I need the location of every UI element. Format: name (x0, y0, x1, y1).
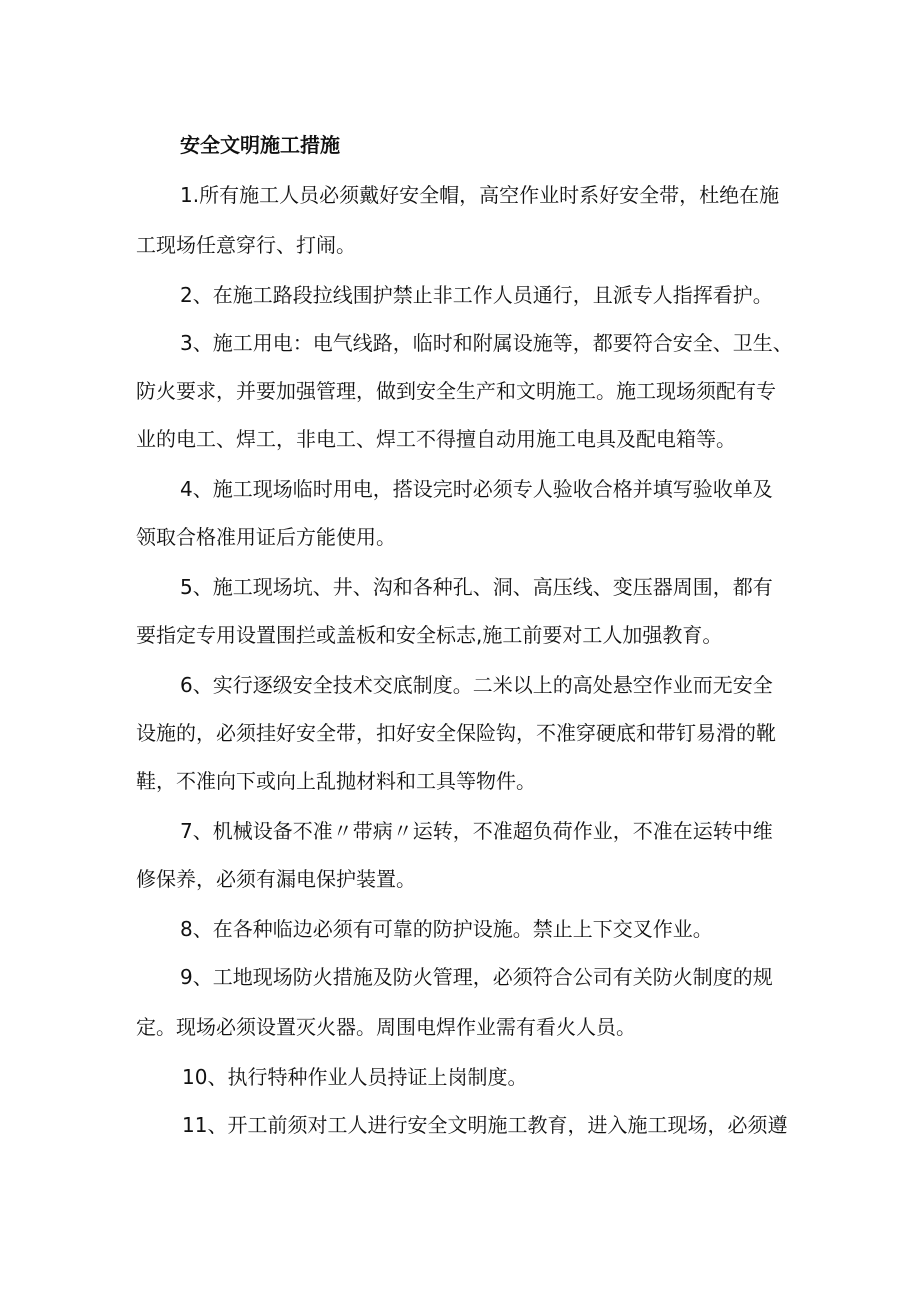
paragraph-10-line-1: 10、执行特种作业人员持证上岗制度。 (182, 1065, 528, 1089)
paragraph-1-line-1: 1.所有施工人员必须戴好安全帽，高空作业时系好安全带，杜绝在施 (180, 183, 780, 207)
paragraph-6-line-3: 鞋，不准向下或向上乱抛材料和工具等物件。 (136, 769, 536, 793)
paragraph-7-line-1: 7、机械设备不准〃带病〃运转，不准超负荷作业，不准在运转中维 (180, 819, 773, 843)
paragraph-11-line-1: 11、开工前须对工人进行安全文明施工教育，进入施工现场，必须遵 (182, 1113, 788, 1137)
paragraph-3-line-3: 业的电工、焊工，非电工、焊工不得擅自动用施工电具及配电箱等。 (136, 427, 736, 451)
paragraph-1-line-2: 工现场任意穿行、打闹。 (136, 233, 356, 257)
paragraph-2-line-1: 2、在施工路段拉线围护禁止非工作人员通行，且派专人指挥看护。 (180, 283, 773, 307)
paragraph-6-line-2: 设施的，必须挂好安全带，扣好安全保险钩，不准穿硬底和带钉易滑的靴 (136, 721, 776, 745)
paragraph-5-line-1: 5、施工现场坑、井、沟和各种孔、洞、高压线、变压器周围，都有 (180, 575, 773, 599)
paragraph-8-line-1: 8、在各种临边必须有可靠的防护设施。禁止上下交叉作业。 (180, 917, 713, 941)
paragraph-9-line-1: 9、工地现场防火措施及防火管理，必须符合公司有关防火制度的规 (180, 965, 773, 989)
paragraph-4-line-1: 4、施工现场临时用电，搭设完时必须专人验收合格并填写验收单及 (180, 477, 773, 501)
paragraph-5-line-2: 要指定专用设置围拦或盖板和安全标志,施工前要对工人加强教育。 (136, 623, 723, 647)
paragraph-7-line-2: 修保养，必须有漏电保护装置。 (136, 867, 416, 891)
paragraph-6-line-1: 6、实行逐级安全技术交底制度。二米以上的高处悬空作业而无安全 (180, 673, 773, 697)
paragraph-4-line-2: 领取合格准用证后方能使用。 (136, 525, 396, 549)
paragraph-3-line-1: 3、施工用电：电气线路，临时和附属设施等，都要符合安全、卫生、 (180, 331, 793, 355)
paragraph-3-line-2: 防火要求，并要加强管理，做到安全生产和文明施工。施工现场须配有专 (136, 379, 776, 403)
paragraph-9-line-2: 定。现场必须设置灭火器。周围电焊作业需有看火人员。 (136, 1015, 636, 1039)
document-title: 安全文明施工措施 (180, 133, 340, 157)
